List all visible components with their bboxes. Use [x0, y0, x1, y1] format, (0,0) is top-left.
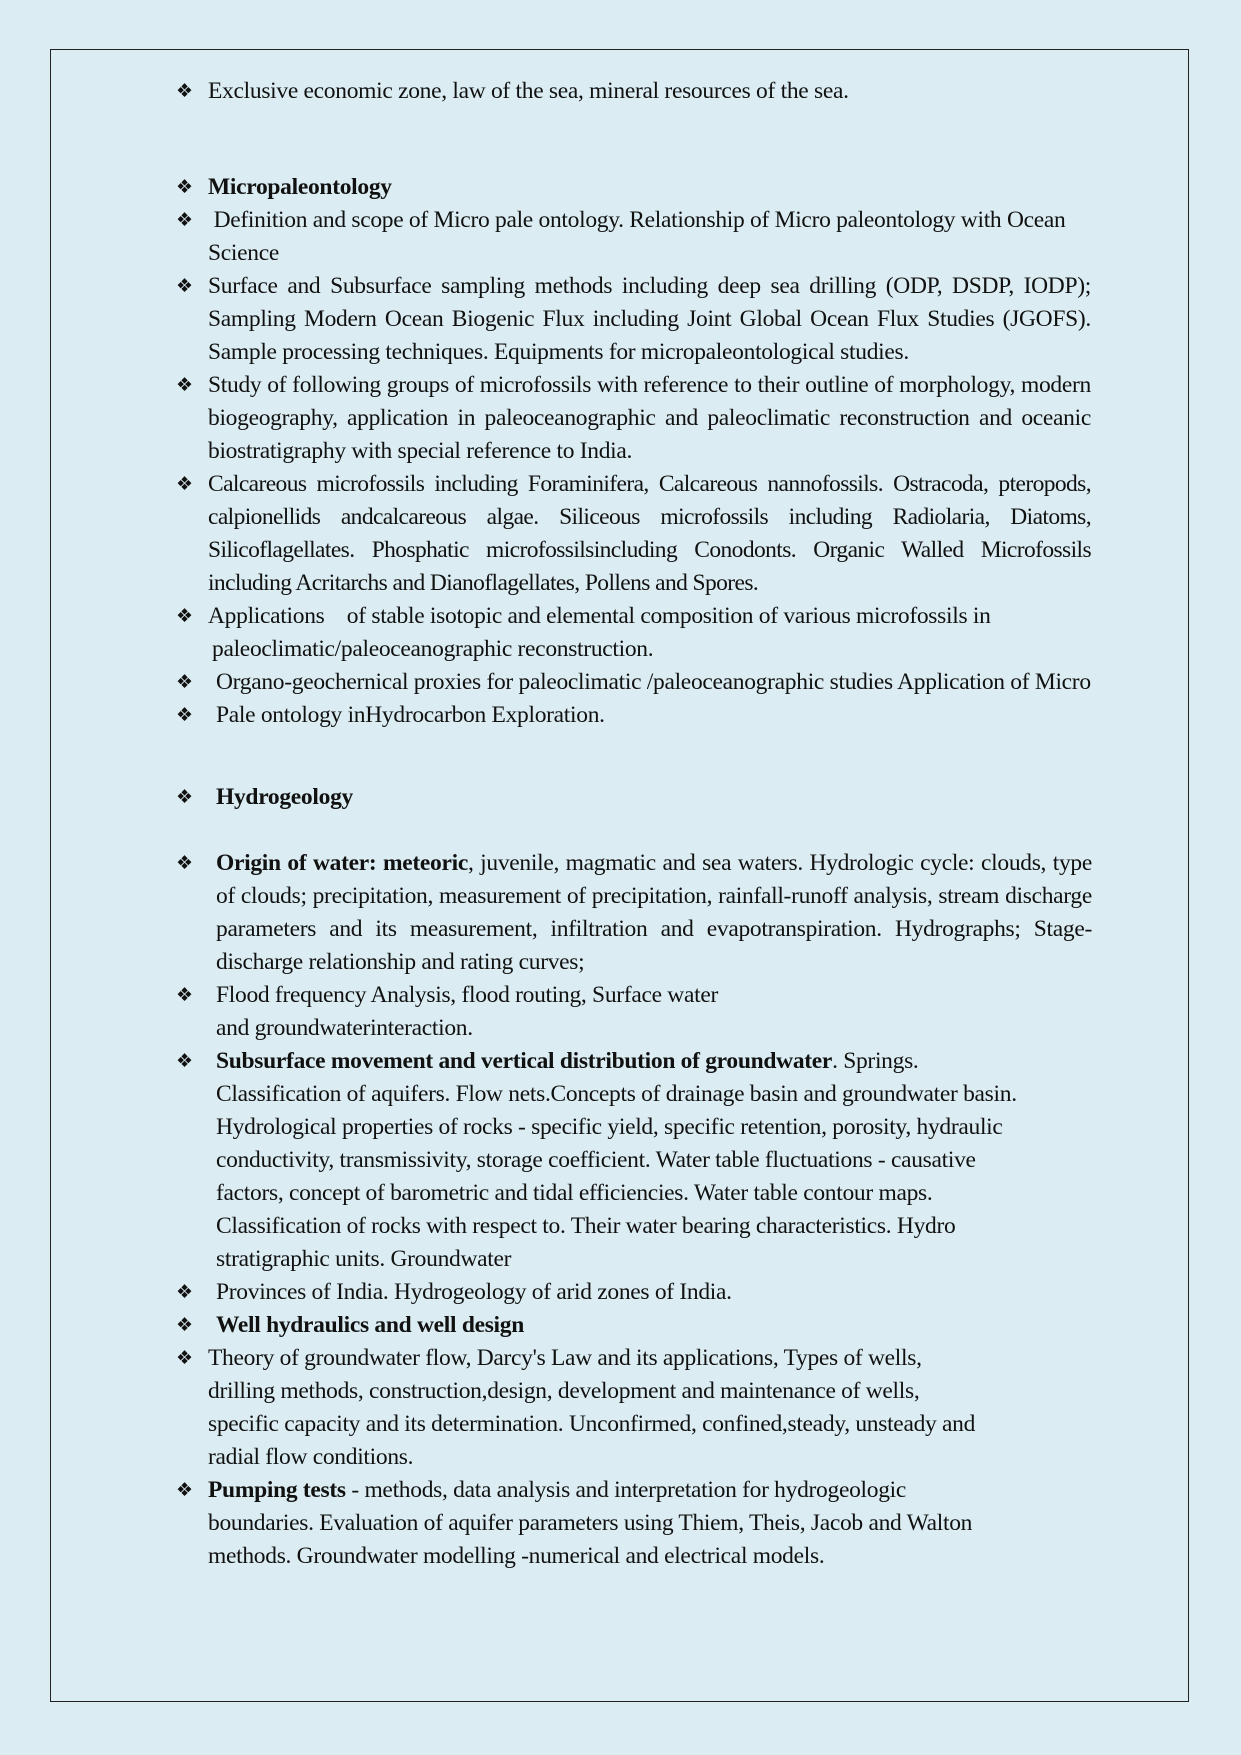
diamond-bullet-icon: ❖ — [176, 704, 193, 726]
list-item: ❖ Pumping tests - methods, data analysis and interpretation for hydrogeologic boundaries. Evaluation of aquifer parameters using Thiem, Theis, Jacob and Walton methods. Groundwater modelling -numerical and electrical models. — [176, 1474, 1091, 1573]
diamond-bullet-icon: ❖ — [176, 1347, 193, 1369]
list-item: ❖ Organo-geochernical proxies for paleoclimatic /paleoceanographic studies Application of Micro — [184, 666, 1099, 699]
diamond-bullet-icon: ❖ — [176, 1281, 193, 1303]
section-heading-hydrogeology: ❖ Hydrogeology — [184, 781, 1099, 814]
list-item: ❖ Definition and scope of Micro pale ontology. Relationship of Micro paleontology with Ocean Science — [176, 204, 1091, 270]
diamond-bullet-icon: ❖ — [176, 80, 193, 102]
diamond-bullet-icon: ❖ — [176, 1314, 193, 1336]
diamond-bullet-icon: ❖ — [176, 671, 193, 693]
diamond-bullet-icon: ❖ — [176, 786, 193, 808]
list-item: ❖ Theory of groundwater flow, Darcy's Law and its applications, Types of wells, drilling methods, construction,design, development and maintenance of wells, specific capacity and its determination. Unconfirmed, confined,steady, unsteady and radial flow conditions. — [176, 1342, 1091, 1474]
diamond-bullet-icon: ❖ — [176, 176, 193, 198]
list-item: ❖ Origin of water: meteoric, juvenile, magmatic and sea waters. Hydrologic cycle: clouds, type of clouds; precipitation, measurement of precipitation, rainfall-runoff analysis, stream discharge parameters and its measurement, infiltration and evapotranspiration. Hydrographs; Stage-discharge relationship and rating curves; — [184, 847, 1099, 979]
list-item: ❖ Subsurface movement and vertical distribution of groundwater. Springs. Classification of aquifers. Flow nets.Concepts of drainage basin and groundwater basin. Hydrological properties of rocks - specific yield, specific retention, porosity, hydraulic conductivity, transmissivity, storage coefficient. Water table fluctuations - causative factors, concept of barometric and tidal efficiencies. Water table contour maps. Classification of rocks with respect to. Their water bearing characteristics. Hydro stratigraphic units. Groundwater — [184, 1045, 1099, 1276]
list-item: ❖ Provinces of India. Hydrogeology of arid zones of India. — [184, 1276, 1099, 1309]
diamond-bullet-icon: ❖ — [176, 473, 193, 495]
diamond-bullet-icon: ❖ — [176, 374, 193, 396]
list-item: ❖ Exclusive economic zone, law of the sea, mineral resources of the sea. — [176, 75, 1091, 108]
list-item: ❖ Calcareous microfossils including Foraminifera, Calcareous nannofossils. Ostracoda, pteropods, calpionellids andcalcareous algae. Siliceous microfossils including Radiolaria, Diatoms, Silicoflagellates. Phosphatic microfossilsincluding Conodonts. Organic Walled Microfossils including Acritarchs and Dianoflagellates, Pollens and Spores. — [176, 468, 1091, 600]
diamond-bullet-icon: ❖ — [176, 1479, 193, 1501]
section-heading-well-hydraulics: ❖ Well hydraulics and well design — [184, 1309, 1099, 1342]
list-item: ❖ Study of following groups of microfossils with reference to their outline of morphology, modern biogeography, application in paleoceanographic and paleoclimatic reconstruction and oceanic biostratigraphy with special reference to India. — [176, 369, 1091, 468]
syllabus-content — [176, 75, 1091, 1573]
diamond-bullet-icon: ❖ — [176, 984, 193, 1006]
diamond-bullet-icon: ❖ — [176, 1050, 193, 1072]
section-heading-micropaleontology: ❖ Micropaleontology — [176, 171, 1091, 204]
list-item: ❖ Applications of stable isotopic and elemental composition of various microfossils in paleoclimatic/paleoceanographic reconstruction. — [176, 600, 1091, 666]
diamond-bullet-icon: ❖ — [176, 605, 193, 627]
list-item: ❖ Flood frequency Analysis, flood routing, Surface water and groundwaterinteraction. — [184, 979, 1099, 1045]
diamond-bullet-icon: ❖ — [176, 209, 193, 231]
list-item: ❖ Pale ontology inHydrocarbon Exploration. — [184, 699, 1099, 732]
diamond-bullet-icon: ❖ — [176, 852, 193, 874]
list-item: ❖ Surface and Subsurface sampling methods including deep sea drilling (ODP, DSDP, IODP); Sampling Modern Ocean Biogenic Flux including Joint Global Ocean Flux Studies (JGOFS). Sample processing techniques. Equipments for micropaleontological studies. — [176, 270, 1091, 369]
diamond-bullet-icon: ❖ — [176, 275, 193, 297]
